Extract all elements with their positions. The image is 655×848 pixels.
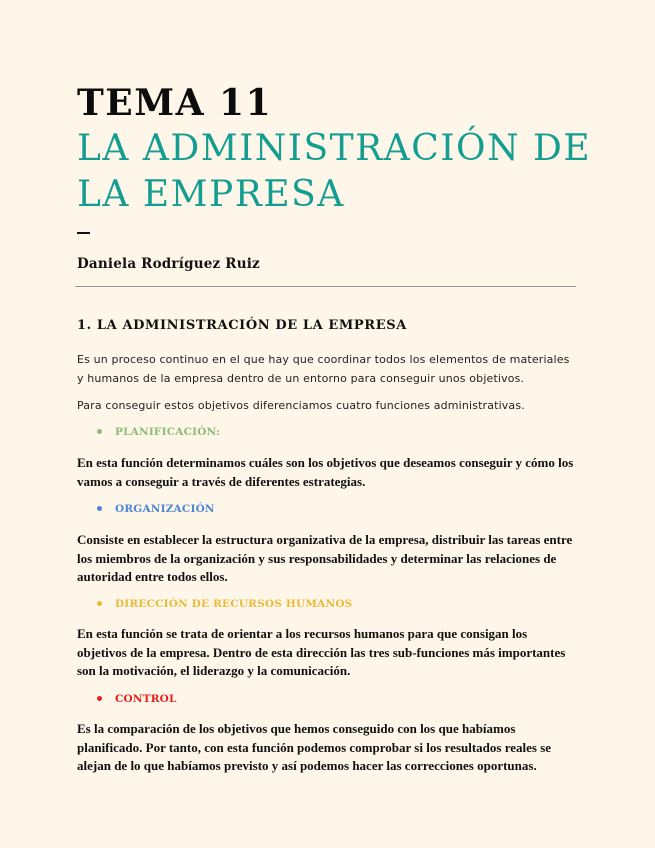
function-description: Es la comparación de los objetivos que hemos conseguido con los que habíamos planificado. Por tanto, con esta función podemos comprobar si los resultados reales se alejan de lo que habíamos previsto y así podemos hacer las correcciones oportunas.	[77, 721, 552, 773]
function-label: ORGANIZACIÓN	[115, 503, 215, 515]
document-title-line-1: LA ADMINISTRACIÓN DE	[77, 128, 592, 169]
section-lead-paragraph: Para conseguir estos objetivos diferenciamos cuatro funciones administrativas.	[77, 399, 525, 412]
bullet-dot-icon	[97, 429, 102, 434]
horizontal-rule	[75, 286, 576, 287]
function-label: CONTROL	[115, 693, 177, 705]
function-description: En esta función se trata de orientar a los recursos humanos para que consigan los objetivos de la empresa. Dentro de esta dirección las tres sub-funciones más importantes son la motivación, el liderazgo y la comunicación.	[77, 626, 566, 678]
section-intro-paragraph: Es un proceso continuo en el que hay que coordinar todos los elementos de materiales y humanos de la empresa dentro de un entorno para conseguir unos objetivos.	[77, 353, 570, 385]
document-page	[77, 80, 592, 773]
document-title-line-2: LA EMPRESA	[77, 174, 345, 215]
document-title-number: TEMA 11	[77, 82, 273, 124]
bullet-dot-icon	[97, 506, 102, 511]
function-description: En esta función determinamos cuáles son los objetivos que deseamos conseguir y cómo los vamos a conseguir a través de diferentes estrategias.	[77, 455, 574, 489]
bullet-dot-icon	[97, 601, 102, 606]
function-description: Consiste en establecer la estructura organizativa de la empresa, distribuir las tareas entre los miembros de la organización y sus responsabilidades y determinar las relaciones de autoridad entre todos ellos.	[77, 532, 573, 584]
function-item-planificacion	[97, 426, 220, 438]
title-dash-divider	[77, 232, 90, 234]
section-heading: 1. LA ADMINISTRACIÓN DE LA EMPRESA	[77, 318, 407, 333]
bullet-dot-icon	[97, 696, 102, 701]
author-name: Daniela Rodríguez Ruiz	[77, 256, 260, 272]
function-item-organizacion	[97, 503, 215, 515]
function-item-control	[97, 693, 177, 705]
function-label: PLANIFICACIÓN:	[115, 426, 221, 438]
function-label: DIRECCIÓN DE RECURSOS HUMANOS	[115, 598, 353, 610]
function-item-direccion-rrhh	[97, 598, 352, 610]
